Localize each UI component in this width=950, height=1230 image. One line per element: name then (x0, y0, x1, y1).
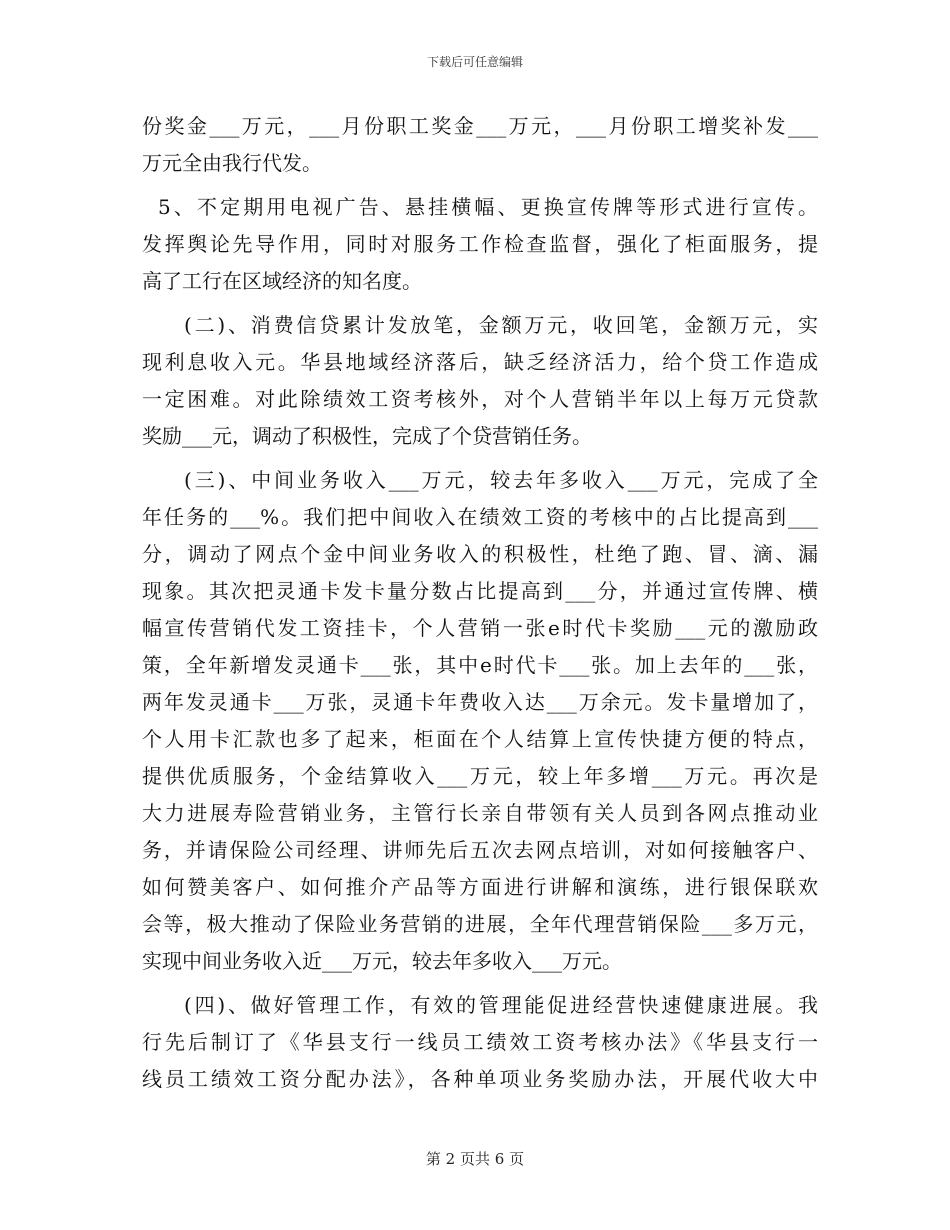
text-line: 个人用卡汇款也多了起来，柜面在个人结算上宣传快捷方便的特点， (142, 727, 818, 751)
text-line: 份奖金___万元，___月份职工奖金___万元，___月份职工增奖补发___ (142, 114, 818, 138)
text-line: 提供优质服务，个金结算收入___万元，较上年多增___万元。再次是 (142, 764, 818, 788)
text-line: 年任务的___%。我们把中间收入在绩效工资的考核中的占比提高到___ (142, 505, 818, 529)
text-line: 线员工绩效工资分配办法》，各种单项业务奖励办法，开展代收大中 (142, 1067, 818, 1091)
text-line: 实现中间业务收入近___万元，较去年多收入___万元。 (142, 949, 622, 973)
text-line: 发挥舆论先导作用，同时对服务工作检查监督，强化了柜面服务，提 (142, 232, 818, 256)
text-line: 一定困难。对此除绩效工资考核外，对个人营销半年以上每万元贷款 (142, 387, 818, 411)
paragraph (142, 108, 818, 182)
text-line: 现象。其次把灵通卡发卡量分数占比提高到___分，并通过宣传牌、横 (142, 579, 818, 603)
page-footer: 第 2 页共 6 页 (425, 1150, 525, 1168)
text-line: 两年发灵通卡___万张，灵通卡年费收入达___万余元。发卡量增加了， (142, 690, 818, 714)
text-line: 务，并请保险公司经理、讲师先后五次去网点培训，对如何接触客户、 (142, 838, 818, 862)
paragraph (142, 189, 818, 300)
text-line: 5、不定期用电视广告、悬挂横幅、更换宣传牌等形式进行宣传。 (158, 195, 818, 219)
text-line: 分，调动了网点个金中间业务收入的积极性，杜绝了跑、冒、滴、漏 (142, 542, 818, 566)
text-line: 幅宣传营销代发工资挂卡，个人营销一张e时代卡奖励___元的激励政 (142, 616, 818, 640)
paragraph (142, 462, 818, 980)
text-line: 大力进展寿险营销业务，主管行长亲自带领有关人员到各网点推动业 (142, 801, 818, 825)
text-line: 策，全年新增发灵通卡___张，其中e时代卡___张。加上去年的___张， (142, 653, 818, 677)
text-line: 万元全由我行代发。 (142, 151, 322, 175)
text-line: 高了工行在区域经济的知名度。 (142, 269, 422, 293)
text-line: 会等，极大推动了保险业务营销的进展，全年代理营销保险___多万元， (142, 912, 818, 936)
paragraph (142, 307, 818, 455)
text-line: 奖励___元，调动了积极性，完成了个贷营销任务。 (142, 424, 592, 448)
text-line: 行先后制订了《华县支行一线员工绩效工资考核办法》《华县支行一 (142, 1030, 818, 1054)
page-header: 下载后可任意编辑 (426, 55, 523, 69)
text-line: (四)、做好管理工作，有效的管理能促进经营快速健康进展。我 (184, 993, 818, 1017)
text-line: 如何赞美客户、如何推介产品等方面进行讲解和演练，进行银保联欢 (142, 875, 818, 899)
text-line: 现利息收入元。华县地域经济落后，缺乏经济活力，给个贷工作造成 (142, 350, 818, 374)
paragraph (142, 987, 818, 1098)
text-line: (二)、消费信贷累计发放笔，金额万元，收回笔，金额万元，实 (184, 313, 818, 337)
document-body (142, 108, 818, 1098)
text-line: (三)、中间业务收入___万元，较去年多收入___万元，完成了全 (184, 468, 818, 492)
